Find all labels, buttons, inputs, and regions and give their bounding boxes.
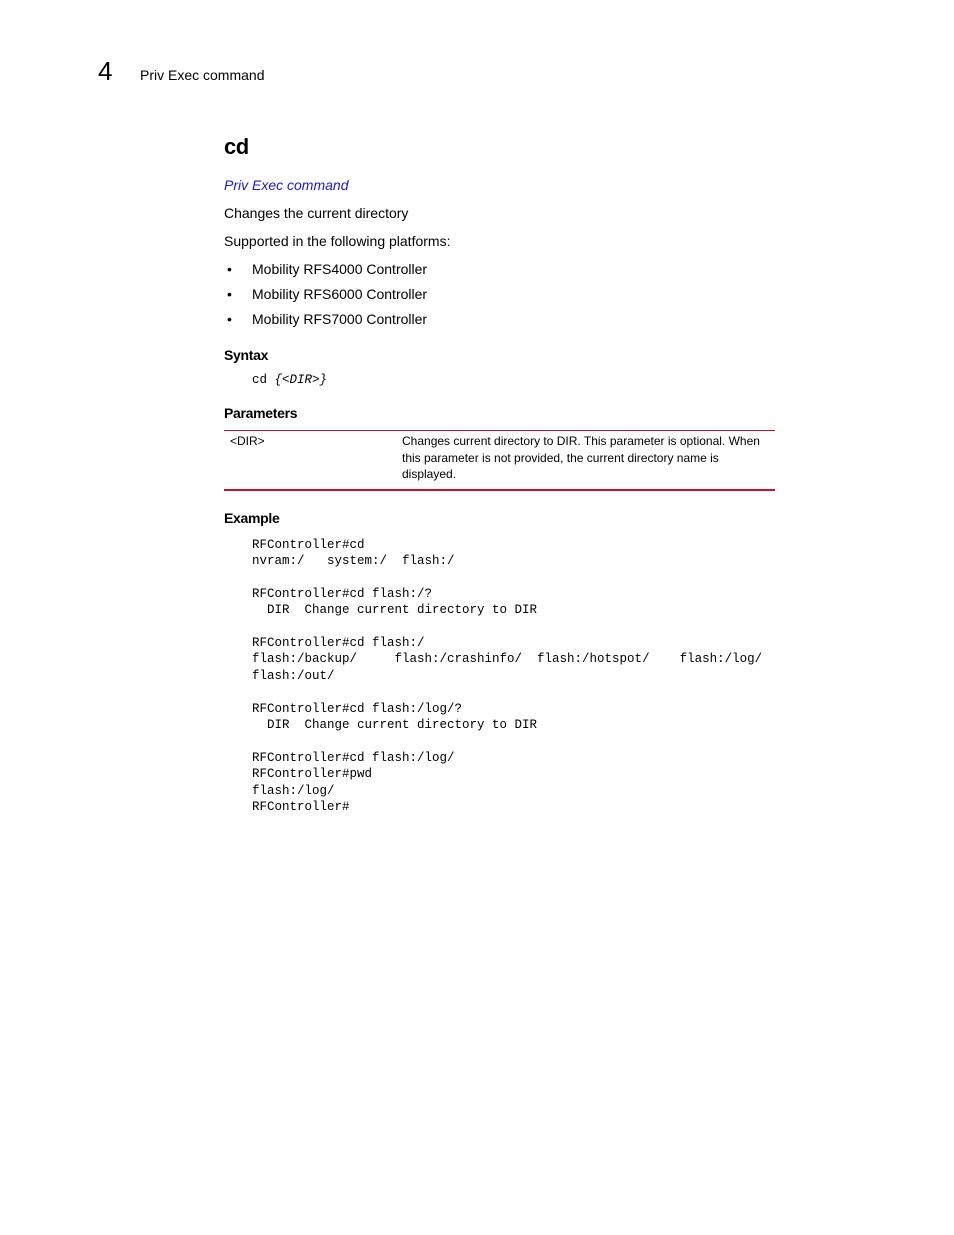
parameter-description: Changes current directory to DIR. This parameter is optional. When this parameter is not provided, the current directory name is displayed. (402, 434, 760, 481)
platform-list (224, 260, 784, 328)
priv-exec-command-link[interactable]: Priv Exec command (224, 177, 349, 193)
table-row (224, 431, 775, 490)
chapter-title: Priv Exec command (140, 67, 265, 83)
syntax-argument: {<DIR>} (274, 373, 328, 387)
command-description: Changes the current directory (224, 205, 409, 221)
command-section (224, 132, 784, 815)
list-item (224, 285, 784, 303)
parameter-name: <DIR> (230, 434, 265, 448)
platforms-intro: Supported in the following platforms: (224, 233, 451, 249)
example-heading: Example (224, 509, 280, 526)
example-code: RFController#cd nvram:/ system:/ flash:/ RFController#cd flash:/? DIR Change current directory to DIR RFController#cd flash:/ flash:/backup/ flash:/crashinfo/ flash:/hotspot/ flash:/log/ flash:/out/ RFController#cd flash:/log/? DIR Change current directory to DIR RFController#cd flash:/log/ RFController#pwd flash:/log/ RFController# (252, 537, 763, 814)
list-item (224, 260, 784, 278)
bullet-icon: • (227, 286, 232, 302)
platform-name: Mobility RFS4000 Controller (252, 261, 428, 277)
chapter-number: 4 (98, 56, 113, 86)
parameters-table (224, 430, 775, 491)
parameters-heading: Parameters (224, 405, 298, 421)
list-item (224, 310, 784, 328)
bullet-icon: • (227, 261, 232, 277)
syntax-line (252, 372, 784, 388)
command-title: cd (224, 134, 249, 159)
platform-name: Mobility RFS6000 Controller (252, 286, 428, 302)
bullet-icon: • (227, 311, 232, 327)
syntax-command: cd (252, 373, 268, 387)
platform-name: Mobility RFS7000 Controller (252, 311, 428, 327)
syntax-heading: Syntax (224, 347, 269, 363)
